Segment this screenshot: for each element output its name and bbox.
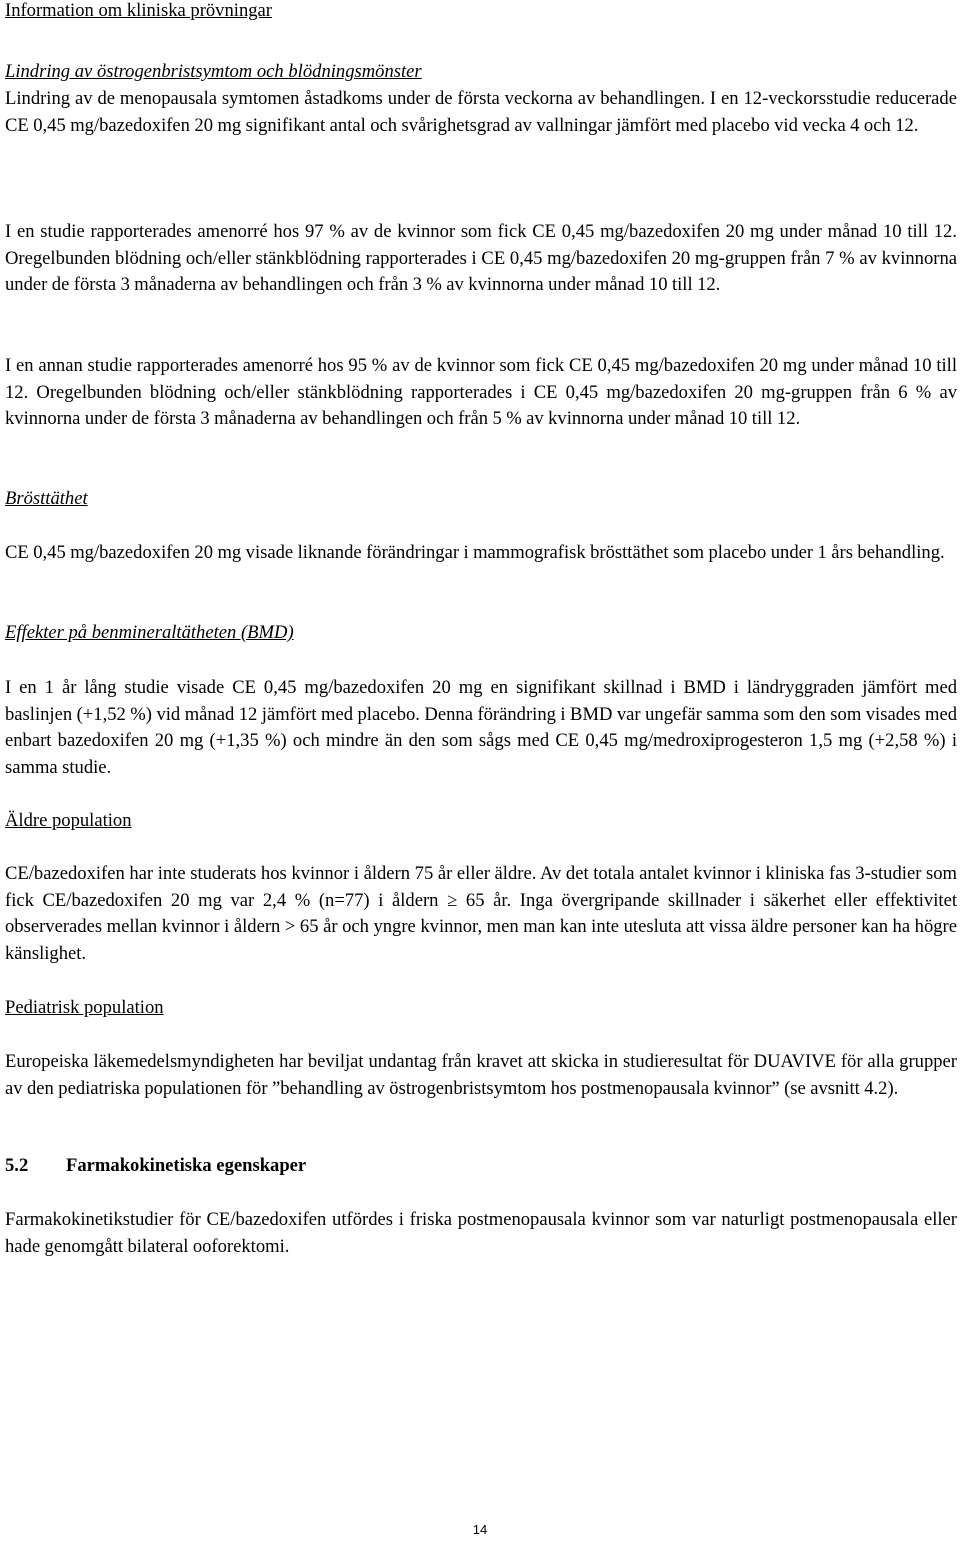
section-title: Information om kliniska prövningar (5, 0, 272, 21)
paragraph-pediatric: Europeiska läkemedelsmyndigheten har beviljat undantag från kravet att skicka in studieresultat för DUAVIVE för alla grupper av den pediatriska populationen för ”behandling av östrogenbristsymtom hos postmenopausala kvinnor” (se avsnitt 4.2). (5, 1051, 957, 1099)
section-number: 5.2 (5, 1155, 29, 1176)
subsection-heading-symptoms: Lindring av östrogenbristsymtom och blödningsmönster (5, 61, 422, 82)
subsection-heading-bmd: Effekter på benmineraltätheten (BMD) (5, 622, 294, 643)
page-number: 14 (472, 1522, 488, 1537)
paragraph-elderly: CE/bazedoxifen har inte studerats hos kvinnor i åldern 75 år eller äldre. Av det totala antalet kvinnor i kliniska fas 3-studier som fick CE/bazedoxifen 20 mg var 2,4 % (n=77) i åldern ≥ 65 år. Inga övergripande skillnader i säkerhet eller effektivitet observerades mellan kvinnor i åldern > 65 år och yngre kvinnor, men man kan inte utesluta att vissa äldre personer kan ha högre känslighet. (5, 863, 957, 964)
paragraph-symptom-relief: Lindring av de menopausala symtomen åstadkoms under de första veckorna av behandlingen. I en 12-veckorsstudie reducerade CE 0,45 mg/bazedoxifen 20 mg signifikant antal och svårighetsgrad av vallningar jämfört med placebo vid vecka 4 och 12. (5, 88, 957, 136)
subsection-heading-elderly: Äldre population (5, 810, 132, 831)
paragraph-bmd: I en 1 år lång studie visade CE 0,45 mg/bazedoxifen 20 mg en signifikant skillnad i BMD i ländryggraden jämfört med baslinjen (+1,52 %) vid månad 12 jämfört med placebo. Denna förändring i BMD var ungefär samma som den som visades med enbart bazedoxifen 20 mg (+1,35 %) och mindre än den som sågs med CE 0,45 mg/medroxiprogesteron 1,5 mg (+2,58 %) i samma studie. (5, 677, 957, 778)
subsection-heading-breast-density: Brösttäthet (5, 488, 88, 509)
section-heading-text: Farmakokinetiska egenskaper (66, 1155, 307, 1176)
paragraph-amenorrhea-study-1: I en studie rapporterades amenorré hos 97 % av de kvinnor som fick CE 0,45 mg/bazedoxifen 20 mg under månad 10 till 12. Oregelbunden blödning och/eller stänkblödning rapporterades i CE 0,45 mg/bazedoxifen 20 mg-gruppen från 7 % av kvinnorna under de första 3 månaderna av behandlingen och från 3 % av kvinnorna under månad 10 till 12. (5, 221, 957, 296)
paragraph-breast-density: CE 0,45 mg/bazedoxifen 20 mg visade liknande förändringar i mammografisk brösttäthet som placebo under 1 års behandling. (5, 542, 945, 563)
paragraph-amenorrhea-study-2: I en annan studie rapporterades amenorré hos 95 % av de kvinnor som fick CE 0,45 mg/bazedoxifen 20 mg under månad 10 till 12. Oregelbunden blödning och/eller stänkblödning rapporterades i CE 0,45 mg/bazedoxifen 20 mg-gruppen från 6 % av kvinnorna under de första 3 månaderna av behandlingen och från 5 % av kvinnorna under månad 10 till 12. (5, 355, 957, 430)
paragraph-pharmacokinetics: Farmakokinetikstudier för CE/bazedoxifen utfördes i friska postmenopausala kvinnor som var naturligt postmenopausala eller hade genomgått bilateral ooforektomi. (5, 1209, 957, 1257)
section-heading-pharmacokinetics (5, 1153, 306, 1180)
subsection-heading-pediatric: Pediatrisk population (5, 997, 164, 1018)
